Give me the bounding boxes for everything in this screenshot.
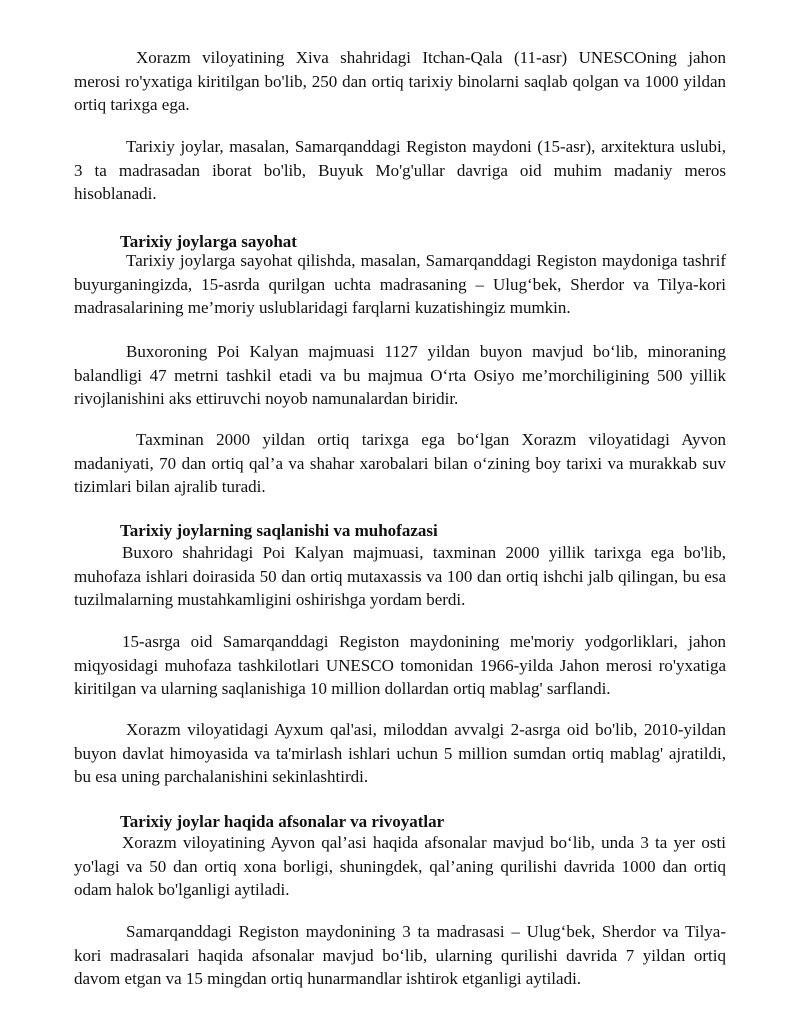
section-heading-travel: Tarixiy joylarga sayohat [120,232,297,251]
paragraph-ayvon-culture: Taxminan 2000 yildan ortiq tarixga ega bo‘lgan Xorazm viloyatidagi Ayvon madaniyati, 70 dan ortiq qal’a va shahar xarobalari bilan o‘zining boy tarixi va murakkab suv tizimlari bilan ajralib turadi. [74,430,726,496]
paragraph-poi-kalyan-preservation: Buxoro shahridagi Poi Kalyan majmuasi, taxminan 2000 yillik tarixga ega bo'lib, muhofaza ishlari doirasida 50 dan ortiq mutaxassis va 100 dan ortiq ishchi jalb qilingan, bu esa tuzilmalarning mustahkamligini oshirishga yordam berdi. [74,543,726,609]
paragraph-itchan-qala: Xorazm viloyatining Xiva shahridagi Itchan-Qala (11-asr) UNESCOning jahon merosi ro'yxatiga kiritilgan bo'lib, 250 dan ortiq tarixiy binolarni saqlab qolgan va 1000 yildan ortiq tarixga ega. [74,48,726,114]
paragraph-travel-registon: Tarixiy joylarga sayohat qilishda, masalan, Samarqanddagi Registon maydoniga tashrif buyurganingizda, 15-asrda qurilgan uchta madrasaning – Ulug‘bek, Sherdor va Tilya-kori madrasalarining me’moriy uslublaridagi farqlarni kuzatishingiz mumkin. [74,251,726,317]
paragraph-ayxum-fortress: Xorazm viloyatidagi Ayxum qal'asi, miloddan avvalgi 2-asrga oid bo'lib, 2010-yildan buyon davlat himoyasida va ta'mirlash ishlari uchun 5 million sumdan ortiq mablag' ajratildi, bu esa uning parchalanishini sekinlashtirdi. [74,720,726,786]
paragraph-registon-intro: Tarixiy joylar, masalan, Samarqanddagi Registon maydoni (15-asr), arxitektura uslubi, 3 ta madrasadan iborat bo'lib, Buyuk Mo'g'ullar davriga oid muhim madaniy meros hisoblanadi. [74,137,726,203]
paragraph-registon-legend: Samarqanddagi Registon maydonining 3 ta madrasasi – Ulug‘bek, Sherdor va Tilya-kori madrasalari haqida afsonalar mavjud bo‘lib, ularning qurilishi davrida 7 yildan ortiq davom etgan va 15 mingdan ortiq hunarmandlar ishtirok etganligi aytiladi. [74,922,726,988]
section-heading-preservation: Tarixiy joylarning saqlanishi va muhofazasi [120,521,438,540]
paragraph-registon-unesco: 15-asrga oid Samarqanddagi Registon maydonining me'moriy yodgorliklari, jahon miqyosidagi muhofaza tashkilotlari UNESCO tomonidan 1966-yilda Jahon merosi ro'yxatiga kiritilgan va ularning saqlanishiga 10 million dollardan ortiq mablag' sarflandi. [74,632,726,698]
paragraph-poi-kalyan: Buxoroning Poi Kalyan majmuasi 1127 yildan buyon mavjud bo‘lib, minoraning balandligi 47 metrni tashkil etadi va bu majmua O‘rta Osiyo me’morchiligining 500 yillik rivojlanishini aks ettiruvchi noyob namunalardan biridir. [74,342,726,408]
section-heading-legends: Tarixiy joylar haqida afsonalar va rivoyatlar [120,812,445,831]
paragraph-ayvon-legend: Xorazm viloyatining Ayvon qal’asi haqida afsonalar mavjud bo‘lib, unda 3 ta yer osti yo'lagi va 50 dan ortiq xona borligi, shuningdek, qal’aning qurilishi davrida 1000 dan ortiq odam halok bo'lganligi aytiladi. [74,833,726,899]
